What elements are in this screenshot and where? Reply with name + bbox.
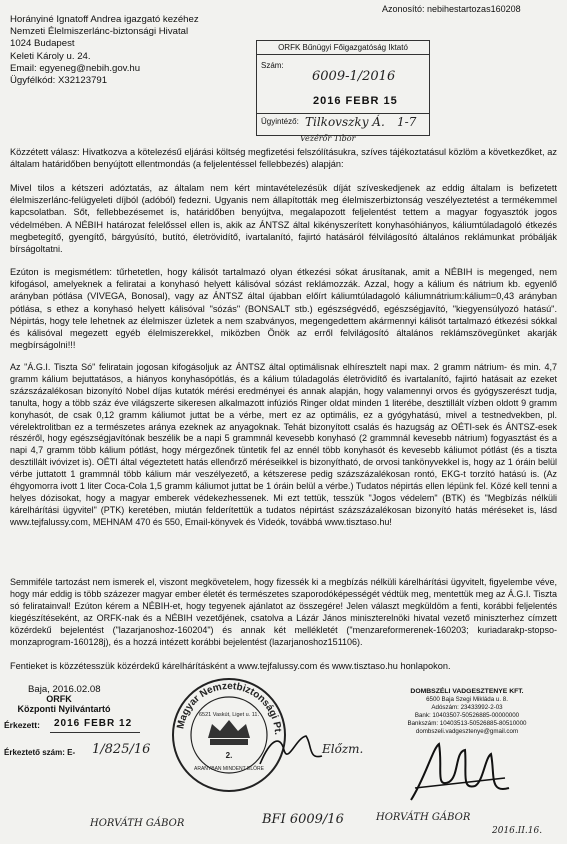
addressee-line: Horányiné Ignatoff Andrea igazgató kezéhez	[10, 14, 199, 25]
addressee-line: 1024 Budapest	[10, 38, 75, 50]
stamp-title: ORFK Bűnügyi Főigazgatóság Iktató	[278, 43, 408, 52]
handwritten-eloadoi: Előzm.	[322, 742, 364, 756]
crown-icon	[208, 720, 250, 738]
addressee-line: Keleti Károly u. 24.	[10, 50, 91, 62]
erkezett-label: Érkezett:	[4, 720, 40, 730]
handwritten-corner-date: 2016.II.16.	[492, 826, 543, 836]
intro-paragraph: Közzétett válasz: Hivatkozva a kötelezésű eljárási költség megfizetési felszólításukra, szíves tájékoztatásul közlöm a következőket, az általam határidőben benyújtott ellentmondás (a feljelentéssel fellebbezés) alapján:	[10, 147, 557, 170]
seal-number: 2.	[225, 751, 233, 760]
addressee-line: Nemzeti Élelmiszerlánc-biztonsági Hivatal	[10, 26, 189, 38]
erkezteto-label: Érkeztető szám: E-	[4, 748, 76, 757]
signature-right: HORVÁTH GÁBOR	[376, 812, 471, 823]
addressee-block	[10, 14, 280, 87]
central-stamp-orfk: ORFK	[46, 694, 72, 704]
company-bank: Bank: 10403507-50526885-00000000	[414, 712, 520, 719]
company-stamp	[392, 688, 542, 736]
addressee-client-code: Ügyfélkód: X32123791	[10, 75, 108, 87]
seal-inner-text: 6521 Vaskút, Liget u. 11.	[198, 712, 260, 718]
stamp-date: 2016 FEBR 15	[313, 95, 398, 107]
orfk-registry-stamp	[256, 40, 430, 136]
erkezteto-value: 1/825/16	[92, 742, 151, 757]
body-paragraph-2: Ezúton is megismétlem: tűrhetetlen, hogy kálisót tartalmazó olyan étkezési sókat árusítanak, amit a NÉBIH is megenged, nem kifogásol, amelyeknek a feliratai a konyhasó helyett kálisóval sózást reklámozzák. Azzal, hogy a kálium és nátrium kb. egyenlő arányban pótlása (VIVEGA, Bonosal), vagy az ÁNTSZ által újabban előírt káliumtúladagoló káliumnátrium:kálium=0,43 arányban pótlása, s ethez a konyhasó helyett kálisóval "sózás" (BONSALT stb.) egészségvédő, egészségjavító, "kiegyensúlyozó hatású". Népirtás, hogy tele lehetnek az élelmiszer üzletek a nem szabványos, megengedettem akármennyi kálisót tartalmazó étkezési sókkal és kálisóval megezett egyéb élelmiszerekkel, miközben Önök az erről felvilágosító általános reklámszövegünket akarják megbírságolni!!!	[10, 267, 557, 351]
company-address: 6500 Baja Szegi Mikláda u. 8.	[426, 696, 508, 703]
company-tax: Adószám: 23433992-2-03	[431, 704, 503, 711]
stamp-pages: 1-7	[397, 115, 417, 129]
company-name: DOMBSZÉLI VADGESZTENYE KFT.	[410, 688, 524, 695]
initials-mark	[256, 730, 326, 770]
central-stamp-office: Központi Nyilvántartó	[17, 704, 111, 714]
erkezett-date: 2016 FEBR 12	[54, 718, 133, 729]
orfk-central-stamp	[4, 694, 154, 774]
stamp-szam-value: 6009-1/2016	[312, 69, 396, 84]
seal-ring-text: Magyar Nemzetbiztonsági Pt.	[175, 680, 284, 736]
company-email: dombszeli.vadgesztenye@gmail.com	[415, 728, 519, 735]
body-paragraph-4: Semmiféle tartozást nem ismerek el, viszont megkövetelem, hogy fizessék ki a megbízás nélküli kárelhárítási ügyvitelt, figyelembe véve, hogy már eddig is több százezer magyar ember életét és természetes szaporodóképességét védtük meg, mentettük meg az Á.G.I. Tiszta só feliratainval! Ezúton kérem a NÉBIH-et, hogy tegyenek ajánlatot az összegére! Jelen választ megküldöm a fenti, korábbi feljelentés kiegészítéseként, az ORFK-nak és a NÉBIH vezetőjének, csatolva a Lázár János miniszterelnöki hivatal vezető miniszterhez címzett közérdekű bejelentést ("lazarjanoshoz-160204") és annak két mellékletét ("menzareformerenek-160203; kuriadarakp-stopso-monzaprogram-160128j), és a hozzá intézett korábbi bejelentést (lazarjanoshoz151106).	[10, 577, 557, 647]
body-paragraph-5: Fentieket is közzétesszük közérdekű kárelhárításként a www.tejfalussy.com és www.tisztaso.hu honlapokon.	[10, 661, 451, 671]
company-bank2: Bankszám: 10403513-50526885-80510000	[407, 720, 527, 727]
handwritten-note: Vezérőr Tibor	[300, 134, 356, 143]
place-date: Baja, 2016.02.08	[28, 684, 101, 695]
signature-left: HORVÁTH GÁBOR	[90, 818, 185, 829]
document-id: Azonosító: nebihestartozas160208	[382, 4, 521, 14]
addressee-email: Email: egyeneg@nebih.gov.hu	[10, 62, 141, 74]
signature-mark	[405, 738, 515, 808]
stamp-ugyintezo-value: Tilkovszky Á.	[305, 115, 385, 129]
seal-bottom-text: ARANYBAN MINDENT ELŐRE	[194, 766, 264, 772]
stamp-szam-label: Szám:	[261, 61, 284, 70]
body-paragraph-3: Az "Á.G.I. Tiszta Só" feliratain jogosan kifogásoljuk az ÁNTSZ által optimálisnak elhíresztelt napi max. 2 gramm nátrium- és min. 4,7 gramm kálium bejuttatásos, a hiányos konyhasópótlás, és a kálium túladagolás életrövidítő és ivartalanító, fajirtó hatásait az ezeket százszázalékosan bizonyító Nobel díjas kutatók mérési eredményei és annak alapján, hogy valamennyi orvos és gyógyszerészt tudja, tanulta, hogy a több száz éve világszerte sikeresen alkalmazott infúziós Ringer oldat minden 1 literébe, desztillált vízben oldott 9 gramm konyhasót, de csak 0,12 gramm káliumot juttat be a vérbe, mert ez az optimális, ez a gyógyhatású, mivel a testnedvekben, pl. vérelektrolitban ez a természetes aránya ezeknek az anyagoknak. Tehát bizonyított csalás és hazugság az OÉTI-sek és ÁNTSZ-esek részéről, hogy egészségjavítónak beszélik be a napi 5 grammnál kevesebb konyhasó (2 grammnál kevesebb nátrium) fogyasztást és a napi 4,7 gramm több kálium pótlást, hogy mérgezőnek tüntetik fel az ennél több konyhasót és kevesebb káliumot pótlást (és a tiszta desztillált ivóvizet is). OÉTI által végeztetett hatás ellenőrző méréseikkel is bizonyítható, de orvosi tankönyvekkel is, hogy az 1 óráin belül vérbe juttatott 1 grammnál több kálium már veszélyezető, a kétszerese pedig százszázalékosan rontó, EKG-t torzító hatású is. (Az éhgyomorra ivott 1 liter Coca-Cola 1,5 gramm káliumot juttat be 1 óráin belül a vérbe.) Tudatos népirtás ellen lépünk fel. Közé kell tenni a helyes dózisokat, hogy a magyar emberek védekezhessenek. Mi ezt tettük, tesszük "Jogos védelem" (BTK) és "Megbízás nélküli kárelhárítási ügyvitel" (PTK) keretében, miután felderítettük a tudatos népirtást százszázalékosan bizonyító hatás méréseket is, lásd www.tejfalussy.com, MEHNAM 470 és 550, Email-könyvek és Videók, továbbá www.tisztaso.hu!	[10, 362, 557, 527]
body-paragraph-1: Mivel tilos a kétszeri adóztatás, az általam nem kért mintavételezésük díját szíveskedjenek az eddig általam is befizetett élelmiszerlánc-felügyeleti díjból (adóból) fedezni. Ugyanis nem állapították meg élelmiszerbiztonság veszélyeztetést a termékemmel kapcsolatban. Sőt, fellebbezésemet is, határidőben benyújtva, megalapozott feljelentést tettem a magyar fogyasztók jogos védelmében. A NÉBIH határozat felelőssel ellen is, akik az ÁNTSZ által kikényszerített konyhasóhiányos, káliumtúladagoló étkezés megbetegítő, gyengítő, bárgyúsító, butító, életrövidítő, ivartalanító, fajirtó hatásáról félvilágosító általános reklámunkat próbálják bírságoltatni.	[10, 183, 557, 255]
stamp-ugyintezo-label: Ügyintéző:	[261, 117, 299, 126]
handwritten-reference: BFI 6009/16	[262, 812, 344, 827]
